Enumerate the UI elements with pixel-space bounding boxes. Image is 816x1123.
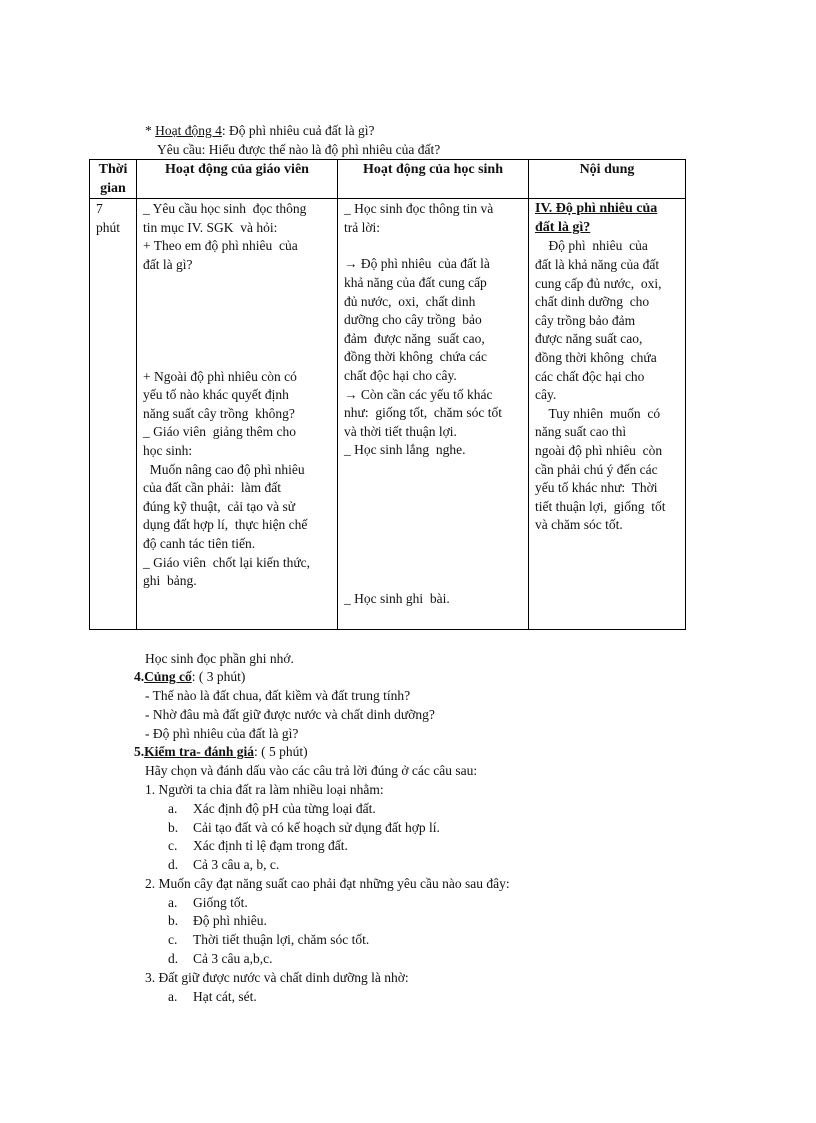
question-3: 3. Đất giữ được nước và chất dinh dưỡng là nhờ: <box>145 970 409 985</box>
option-text: Cả 3 câu a, b, c. <box>193 857 280 872</box>
activity-title: : Độ phì nhiêu cuả đất là gì? <box>221 123 375 138</box>
option-text: Cả 3 câu a,b,c. <box>193 951 273 966</box>
option-text: Cải tạo đất và có kế hoạch sử dụng đất hợp lí. <box>193 820 440 835</box>
time-cell: 7 phút <box>90 199 137 630</box>
header-teacher: Hoạt động của giáo viên <box>137 160 338 199</box>
table-header-row <box>90 160 686 199</box>
option-letter: b. <box>168 913 179 928</box>
option-letter: b. <box>168 820 179 835</box>
teacher-block-1: _ Yêu cầu học sinh đọc thông tin mục IV. SGK và hỏi: + Theo em độ phì nhiêu của đất là gì? <box>143 201 307 272</box>
option-letter: d. <box>168 857 179 872</box>
option-letter: a. <box>168 895 178 910</box>
option-letter: c. <box>168 932 178 947</box>
student-block-1: _ Học sinh đọc thông tin và trả lời: <box>344 201 494 235</box>
option-text: Độ phì nhiêu. <box>193 913 267 928</box>
header-student: Hoạt động của học sinh <box>338 160 529 199</box>
section-4-item: - Thế nào là đất chua, đất kiềm và đất trung tính? <box>145 688 411 703</box>
section-4-heading: 4.Củng cố: ( 3 phút) <box>134 669 246 684</box>
option-letter: a. <box>168 801 178 816</box>
activity-prefix: * <box>145 123 156 138</box>
question-2: 2. Muốn cây đạt năng suất cao phải đạt những yêu cầu nào sau đây: <box>145 876 510 891</box>
section-5-intro: Hãy chọn và đánh dấu vào các câu trả lời đúng ở các câu sau: <box>145 763 478 778</box>
option-text: Thời tiết thuận lợi, chăm sóc tốt. <box>193 932 370 947</box>
option-text: Xác định độ pH của từng loại đất. <box>193 801 376 816</box>
teacher-cell <box>137 199 338 630</box>
content-cell: IV. Độ phì nhiêu của đất là gì? Độ phì nhiêu của đất là khả năng của đất cung cấp đủ nước, oxi, chất dinh dưỡng cho cây trồng bảo đảm được năng suất cao, đồng thời không chứa các chất độc hại cho cây. Tuy nhiên muốn có năng suất cao thì ngoài độ phì nhiêu còn cần phải chú ý đến các yếu tố khác như: Thời tiết thuận lợi, giống tốt và chăm sóc tốt. <box>529 199 686 630</box>
activity-label: Hoạt động 4 <box>155 123 222 138</box>
table-row <box>90 199 686 630</box>
section-4-title: Củng cố <box>144 669 192 684</box>
student-block-2: → Độ phì nhiêu của đất là khả năng của đất cung cấp đủ nước, oxi, chất dinh dưỡng cho cây trồng bảo đảm được năng suất cao, đồng thời không chứa các chất độc hại cho cây. → Còn cần các yếu tố khác như: giống tốt, chăm sóc tốt và thời tiết thuận lợi. _ Học sinh lắng nghe. <box>344 256 503 458</box>
student-cell <box>338 199 529 630</box>
lesson-table <box>89 159 686 630</box>
section-4-item: - Độ phì nhiêu của đất là gì? <box>145 726 299 741</box>
option-letter: a. <box>168 989 178 1004</box>
content-title: IV. Độ phì nhiêu của <box>535 201 658 217</box>
option-letter: d. <box>168 951 179 966</box>
student-block-3: _ Học sinh ghi bài. <box>344 590 450 606</box>
after-table-note: Học sinh đọc phần ghi nhớ. <box>145 651 294 666</box>
option-text: Hạt cát, sét. <box>193 989 257 1004</box>
activity-heading <box>145 122 374 141</box>
header-time: Thời gian <box>90 160 137 199</box>
section-5-heading: 5.Kiểm tra- đánh giá: ( 5 phút) <box>134 744 308 759</box>
question-1: 1. Người ta chia đất ra làm nhiều loại nhằm: <box>145 782 384 797</box>
header-content: Nội dung <box>529 160 686 199</box>
section-5-title: Kiểm tra- đánh giá <box>144 744 254 759</box>
option-text: Giống tốt. <box>193 895 248 910</box>
teacher-block-2: + Ngoài độ phì nhiêu còn có yếu tố nào khác quyết định năng suất cây trồng không? _ Giáo viên giảng thêm cho học sinh: Muốn nâng cao độ phì nhiêu của đất cần phải: làm đất đúng kỹ thuật, cải tạo và sử dụng đất hợp lí, thực hiện chế độ canh tác tiên tiến. _ Giáo viên chốt lại kiến thức, ghi bảng. <box>143 368 311 589</box>
option-letter: c. <box>168 838 178 853</box>
section-4-item: - Nhờ đâu mà đất giữ được nước và chất dinh dưỡng? <box>145 707 435 722</box>
activity-requirement: Yêu cầu: Hiểu được thế nào là độ phì nhiêu của đất? <box>157 142 441 157</box>
option-text: Xác định tỉ lệ đạm trong đất. <box>193 838 348 853</box>
